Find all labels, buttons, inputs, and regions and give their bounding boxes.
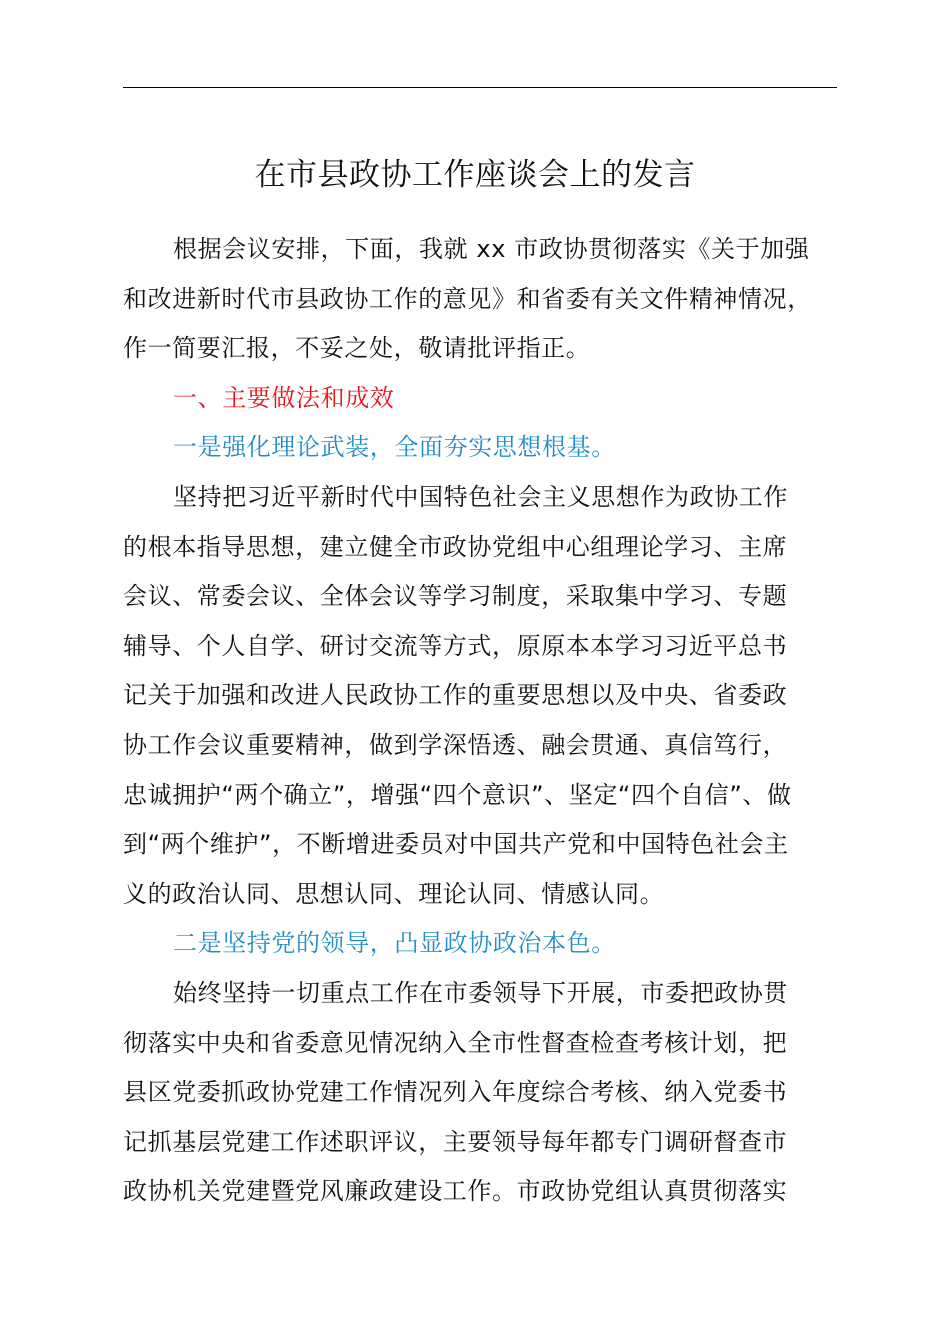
paragraph-line: 的根本指导思想，建立健全市政协党组中心组理论学习、主席 <box>123 532 788 561</box>
paragraph-line: 政协机关党建暨党风廉政建设工作。市政协党组认真贯彻落实 <box>123 1177 788 1206</box>
paragraph-line: 协工作会议重要精神，做到学深悟透、融会贯通、真信笃行， <box>123 730 788 759</box>
paragraph-line: 和改进新时代市县政协工作的意见》和省委有关文件精神情况， <box>123 284 812 313</box>
paragraph-line: 记关于加强和改进人民政协工作的重要思想以及中央、省委政 <box>123 681 788 710</box>
subsection-heading: 二是坚持党的领导，凸显政协政治本色。 <box>173 929 616 958</box>
paragraph-line: 辅导、个人自学、研讨交流等方式，原原本本学习习近平总书 <box>123 631 788 660</box>
document-title: 在市县政协工作座谈会上的发言 <box>254 157 696 193</box>
paragraph-line: 县区党委抓政协党建工作情况列入年度综合考核、纳入党委书 <box>123 1078 788 1107</box>
paragraph-line: 记抓基层党建工作述职评议，主要领导每年都专门调研督查市 <box>123 1127 788 1156</box>
paragraph-line: 会议、常委会议、全体会议等学习制度，采取集中学习、专题 <box>123 582 788 611</box>
paragraph-line: 坚持把习近平新时代中国特色社会主义思想作为政协工作 <box>173 482 788 511</box>
paragraph-line: 义的政治认同、思想认同、理论认同、情感认同。 <box>123 879 665 908</box>
section-heading: 一、主要做法和成效 <box>173 383 395 412</box>
paragraph-line: 彻落实中央和省委意见情况纳入全市性督查检查考核计划，把 <box>123 1028 788 1057</box>
paragraph-line: 到“两个维护”，不断增进委员对中国共产党和中国特色社会主 <box>123 830 789 859</box>
paragraph-line: 作一简要汇报，不妥之处，敬请批评指正。 <box>123 334 591 363</box>
paragraph-line: 忠诚拥护“两个确立”，增强“四个意识”、坚定“四个自信”、做 <box>123 780 792 809</box>
subsection-heading: 一是强化理论武装，全面夯实思想根基。 <box>173 433 616 462</box>
paragraph-line: 始终坚持一切重点工作在市委领导下开展，市委把政协贯 <box>173 978 788 1007</box>
header-rule <box>123 87 837 88</box>
paragraph-line: 根据会议安排，下面，我就 xx 市政协贯彻落实《关于加强 <box>173 235 810 263</box>
document-body <box>123 225 839 1217</box>
